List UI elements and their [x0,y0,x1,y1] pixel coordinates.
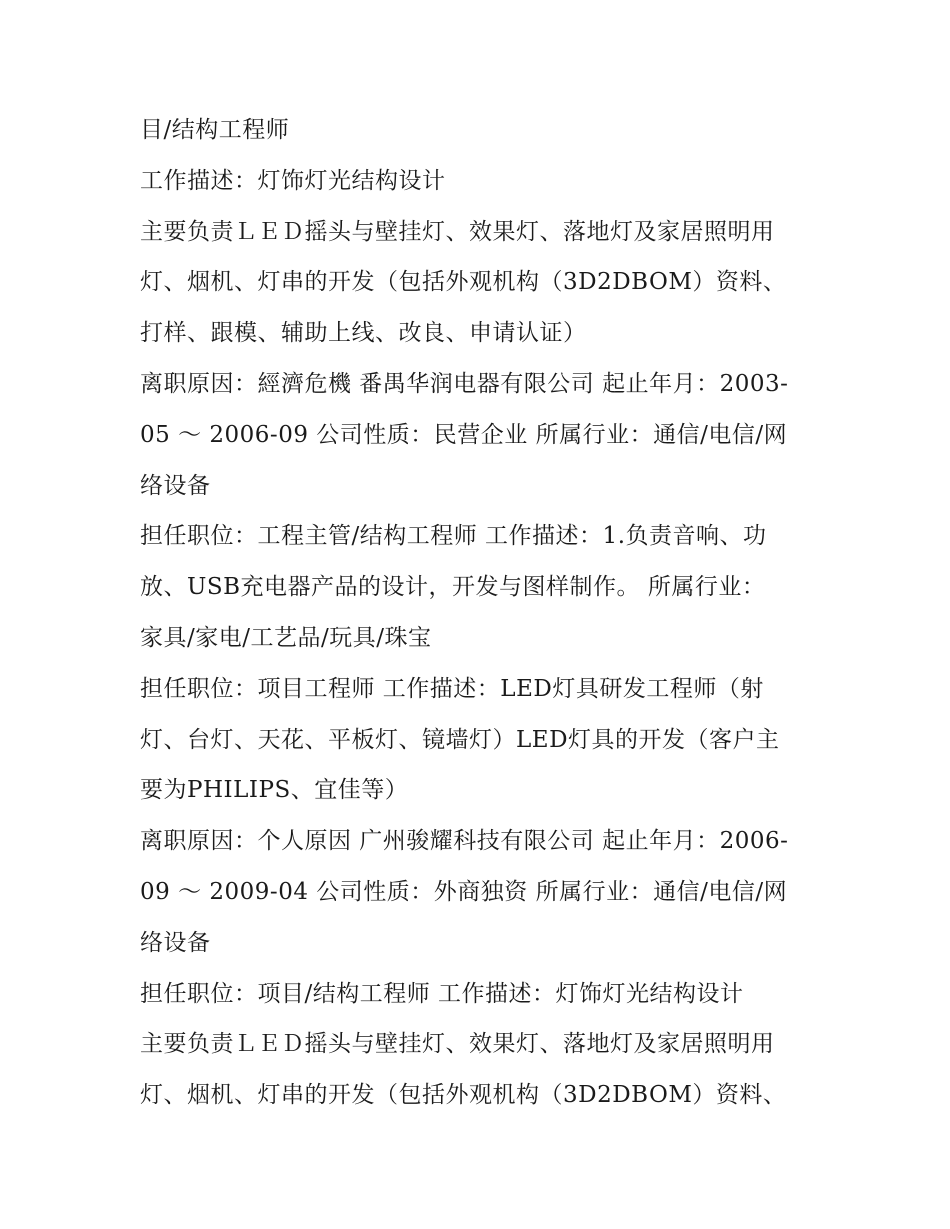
text-line: 灯、烟机、灯串的开发（包括外观机构（3D2DBOM）资料、 [140,269,787,296]
text-line: 主要负责ＬＥＤ摇头与壁挂灯、效果灯、落地灯及家居照明用 [140,218,775,245]
text-line: 灯、烟机、灯串的开发（包括外观机构（3D2DBOM）资料、 [140,1082,787,1109]
text-line: 打样、跟模、辅助上线、改良、申请认证） [140,320,587,347]
text-line: 灯、台灯、天花、平板灯、镜墙灯）LED灯具的开发（客户主 [140,726,780,753]
text-line: 担任职位：项目/结构工程师 工作描述：灯饰灯光结构设计 [140,980,744,1007]
text-line: 05 ～ 2006-09 公司性质：民营企业 所属行业：通信/电信/网 [140,421,788,448]
text-line: 离职原因：个人原因 广州骏耀科技有限公司 起止年月：2006- [140,828,789,855]
text-line: 主要负责ＬＥＤ摇头与壁挂灯、效果灯、落地灯及家居照明用 [140,1031,775,1058]
text-line: 担任职位：项目工程师 工作描述：LED灯具研发工程师（射 [140,675,764,702]
text-line: 离职原因：經濟危機 番禺华润电器有限公司 起止年月：2003- [140,370,789,397]
text-line: 要为PHILIPS、宜佳等） [140,777,409,804]
text-line: 09 ～ 2009-04 公司性质：外商独资 所属行业：通信/电信/网 [140,878,788,905]
text-line: 络设备 [140,472,211,499]
text-line: 目/结构工程师 [140,117,290,143]
text-line: 家具/家电/工艺品/玩具/珠宝 [140,624,432,651]
text-line: 放、USB充电器产品的设计，开发与图样制作。 所属行业： [140,574,766,601]
text-line: 工作描述：灯饰灯光结构设计 [140,167,446,194]
text-line: 络设备 [140,929,211,956]
text-line: 担任职位：工程主管/结构工程师 工作描述：1.负责音响、功 [140,523,767,550]
resume-text-body [140,105,820,1121]
